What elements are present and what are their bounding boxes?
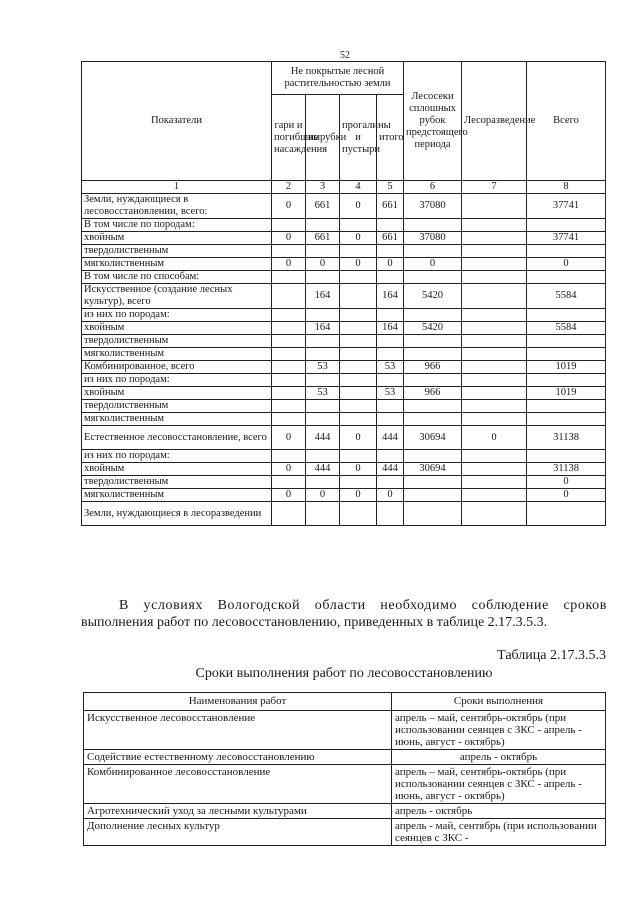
- table-cell: [306, 271, 340, 284]
- table-cell: 0: [340, 489, 377, 502]
- table-cell: [340, 322, 377, 335]
- table-row: [82, 361, 606, 374]
- row-label: хвойным: [82, 232, 272, 245]
- table-cell: 0: [340, 258, 377, 271]
- table-cell: [340, 400, 377, 413]
- table-row: [82, 489, 606, 502]
- table-cell: [272, 322, 306, 335]
- table-cell: [272, 413, 306, 426]
- table-row: [82, 476, 606, 489]
- table-cell: [272, 284, 306, 309]
- table-cell: [377, 335, 404, 348]
- table-cell: [377, 348, 404, 361]
- table-row: [82, 335, 606, 348]
- header-group-not-covered: Не покрытые лесной растительностью земли: [272, 62, 404, 95]
- table-cell: [404, 309, 462, 322]
- table-row: [82, 194, 606, 219]
- table-cell: [462, 450, 527, 463]
- row-label: Земли, нуждающиеся в лесовосстановлении, всего:: [82, 194, 272, 219]
- row-label: твердолиственным: [82, 245, 272, 258]
- table-cell: [340, 387, 377, 400]
- row-label: В том числе по способам:: [82, 271, 272, 284]
- table-cell: [272, 361, 306, 374]
- table-cell: 0: [272, 258, 306, 271]
- table-row: [82, 284, 606, 309]
- table-cell: 661: [306, 194, 340, 219]
- table-row: [84, 765, 606, 804]
- table-cell: 0: [306, 489, 340, 502]
- header-indicators: Показатели: [82, 62, 272, 181]
- table-cell: [462, 400, 527, 413]
- table-cell: 37741: [527, 232, 606, 245]
- table-cell: 53: [306, 361, 340, 374]
- table-cell: [272, 387, 306, 400]
- table-row: [82, 258, 606, 271]
- table-cell: [462, 322, 527, 335]
- table-cell: 5584: [527, 322, 606, 335]
- table-cell: [377, 309, 404, 322]
- table-cell: [377, 219, 404, 232]
- table-cell: [306, 309, 340, 322]
- table-cell: [404, 502, 462, 526]
- table-cell: 0: [340, 232, 377, 245]
- table-row: [82, 374, 606, 387]
- table-cell: [404, 245, 462, 258]
- table-row: [82, 387, 606, 400]
- table-cell: 53: [377, 361, 404, 374]
- table-row: [82, 426, 606, 450]
- header-burnt: гари и погибшие насаждения: [272, 95, 306, 181]
- table-cell: [404, 489, 462, 502]
- table-row: [82, 309, 606, 322]
- table-cell: 0: [527, 476, 606, 489]
- header-terms: Сроки выполнения: [392, 693, 606, 711]
- table-cell: [272, 400, 306, 413]
- table-cell: [340, 413, 377, 426]
- row-label: Комбинированное, всего: [82, 361, 272, 374]
- work-term: апрель – май, сентябрь-октябрь (при использовании сеянцев с ЗКС - апрель - июнь, август - октябрь): [392, 711, 606, 750]
- table-cell: [404, 374, 462, 387]
- row-label: Искусственное (создание лесных культур), всего: [82, 284, 272, 309]
- work-name: Агротехнический уход за лесными культурами: [84, 804, 392, 819]
- table-cell: 0: [272, 194, 306, 219]
- table-cell: [272, 476, 306, 489]
- table-cell: [462, 309, 527, 322]
- table-cell: [527, 245, 606, 258]
- table-cell: 164: [377, 284, 404, 309]
- table-cell: [377, 476, 404, 489]
- table-cell: [272, 450, 306, 463]
- table-cell: [306, 335, 340, 348]
- table-cell: [306, 219, 340, 232]
- table-cell: 0: [306, 258, 340, 271]
- table-cell: [404, 335, 462, 348]
- header-clearcut: вырубки: [306, 95, 340, 181]
- table-cell: [377, 271, 404, 284]
- table-cell: [404, 219, 462, 232]
- work-term: апрель - октябрь: [392, 750, 606, 765]
- table-cell: 444: [306, 463, 340, 476]
- table-cell: 0: [527, 489, 606, 502]
- table-cell: 37741: [527, 194, 606, 219]
- table-cell: [272, 245, 306, 258]
- table-cell: 661: [306, 232, 340, 245]
- table-cell: 0: [340, 194, 377, 219]
- table-cell: [462, 489, 527, 502]
- table-cell: [527, 271, 606, 284]
- table-cell: [527, 348, 606, 361]
- row-label: хвойным: [82, 322, 272, 335]
- header-afforestation: Лесоразведение: [462, 62, 527, 181]
- header-work-names: Наименования работ: [84, 693, 392, 711]
- table-row: [82, 271, 606, 284]
- row-label: Земли, нуждающиеся в лесоразведении: [82, 502, 272, 526]
- table-cell: 0: [272, 426, 306, 450]
- table-reference: Таблица 2.17.3.5.3: [497, 648, 606, 663]
- table-cell: [340, 361, 377, 374]
- table-cell: [462, 476, 527, 489]
- page-number: 52: [340, 50, 350, 61]
- table-cell: [527, 374, 606, 387]
- table-cell: 444: [306, 426, 340, 450]
- table-row: [82, 348, 606, 361]
- table-cell: [462, 502, 527, 526]
- table-cell: 164: [306, 284, 340, 309]
- table-row: [84, 804, 606, 819]
- column-numbers-row: [82, 181, 606, 194]
- table-cell: [306, 245, 340, 258]
- row-label: мягколиственным: [82, 258, 272, 271]
- table-cell: [527, 413, 606, 426]
- table-cell: [404, 400, 462, 413]
- work-name: Содействие естественному лесовосстановлению: [84, 750, 392, 765]
- column-number: 6: [404, 181, 462, 194]
- table-cell: [306, 400, 340, 413]
- table-cell: [340, 450, 377, 463]
- table-cell: [340, 335, 377, 348]
- table-cell: 0: [527, 258, 606, 271]
- table-cell: 5584: [527, 284, 606, 309]
- table-cell: [404, 348, 462, 361]
- reforestation-lands-table: [81, 61, 606, 526]
- table-cell: 5420: [404, 322, 462, 335]
- row-label: мягколиственным: [82, 348, 272, 361]
- table-cell: 31138: [527, 463, 606, 476]
- table-cell: 0: [340, 426, 377, 450]
- table-row: [82, 450, 606, 463]
- table-cell: 0: [377, 489, 404, 502]
- table-cell: 444: [377, 463, 404, 476]
- table-cell: [272, 309, 306, 322]
- table-cell: 164: [377, 322, 404, 335]
- table-cell: 966: [404, 361, 462, 374]
- row-label: хвойным: [82, 387, 272, 400]
- table-cell: [377, 413, 404, 426]
- table-row: [82, 463, 606, 476]
- table-cell: [462, 219, 527, 232]
- table-cell: [272, 271, 306, 284]
- table-cell: 0: [272, 463, 306, 476]
- table-cell: [527, 335, 606, 348]
- table-cell: [527, 219, 606, 232]
- table-cell: [272, 502, 306, 526]
- table-cell: 37080: [404, 232, 462, 245]
- table-cell: [462, 348, 527, 361]
- table-cell: 53: [377, 387, 404, 400]
- header-total-sub: итого: [377, 95, 404, 181]
- table-cell: [527, 502, 606, 526]
- table-cell: [272, 374, 306, 387]
- work-term: апрель - октябрь: [392, 804, 606, 819]
- column-number: 4: [340, 181, 377, 194]
- table-cell: 0: [404, 258, 462, 271]
- table-cell: [340, 374, 377, 387]
- row-label: твердолиственным: [82, 476, 272, 489]
- table-cell: [462, 284, 527, 309]
- table-cell: [462, 194, 527, 219]
- table-cell: [462, 374, 527, 387]
- row-label: твердолиственным: [82, 335, 272, 348]
- table-cell: [462, 335, 527, 348]
- table-cell: 31138: [527, 426, 606, 450]
- table-cell: [340, 476, 377, 489]
- table-cell: [527, 450, 606, 463]
- table-cell: 164: [306, 322, 340, 335]
- row-label: твердолиственным: [82, 400, 272, 413]
- table-cell: [404, 271, 462, 284]
- table-cell: 0: [340, 463, 377, 476]
- table-cell: 444: [377, 426, 404, 450]
- table-cell: [404, 476, 462, 489]
- table-cell: [527, 309, 606, 322]
- table-cell: [340, 502, 377, 526]
- table-cell: [462, 245, 527, 258]
- column-number: 1: [82, 181, 272, 194]
- table-cell: [377, 400, 404, 413]
- table-cell: [306, 413, 340, 426]
- column-number: 7: [462, 181, 527, 194]
- table-cell: 661: [377, 232, 404, 245]
- table-row: [82, 502, 606, 526]
- table-row: [82, 322, 606, 335]
- table-cell: 966: [404, 387, 462, 400]
- paragraph-line-2: выполнения работ по лесовосстановлению, приведенных в таблице 2.17.3.5.3.: [81, 615, 548, 630]
- table-cell: [377, 450, 404, 463]
- table-cell: [404, 413, 462, 426]
- table-title: Сроки выполнения работ по лесовосстановлению: [195, 666, 493, 681]
- table-cell: [462, 413, 527, 426]
- work-name: Дополнение лесных культур: [84, 819, 392, 846]
- work-term: апрель - май, сентябрь (при использовании сеянцев с ЗКС -: [392, 819, 606, 846]
- table-cell: 0: [272, 232, 306, 245]
- table-row: [82, 400, 606, 413]
- table-cell: 1019: [527, 387, 606, 400]
- table-cell: [377, 502, 404, 526]
- row-label: мягколиственным: [82, 489, 272, 502]
- row-label: из них по породам:: [82, 374, 272, 387]
- table-cell: [306, 502, 340, 526]
- table-cell: [340, 271, 377, 284]
- work-term: апрель – май, сентябрь-октябрь (при использовании сеянцев с ЗКС - апрель - июнь, август - октябрь): [392, 765, 606, 804]
- table-row: [82, 232, 606, 245]
- row-label: хвойным: [82, 463, 272, 476]
- table-cell: [377, 374, 404, 387]
- table-cell: 0: [377, 258, 404, 271]
- table-cell: [272, 348, 306, 361]
- table-cell: [340, 309, 377, 322]
- table-cell: [462, 271, 527, 284]
- table-row: [82, 413, 606, 426]
- table-cell: [462, 232, 527, 245]
- table-cell: 30694: [404, 426, 462, 450]
- row-label: из них по породам:: [82, 450, 272, 463]
- row-label: В том числе по породам:: [82, 219, 272, 232]
- table-cell: [306, 348, 340, 361]
- table-cell: 5420: [404, 284, 462, 309]
- table-cell: 53: [306, 387, 340, 400]
- table-cell: [462, 258, 527, 271]
- header-glades: прогалины и пустыри: [340, 95, 377, 181]
- table-cell: [306, 476, 340, 489]
- table-cell: [462, 387, 527, 400]
- table-cell: [272, 219, 306, 232]
- table-cell: [340, 284, 377, 309]
- column-number: 2: [272, 181, 306, 194]
- table-cell: [306, 450, 340, 463]
- work-name: Искусственное лесовосстановление: [84, 711, 392, 750]
- table-cell: [306, 374, 340, 387]
- work-name: Комбинированное лесовосстановление: [84, 765, 392, 804]
- row-label: Естественное лесовосстановление, всего: [82, 426, 272, 450]
- table-cell: [527, 400, 606, 413]
- table-cell: [340, 219, 377, 232]
- table-cell: 661: [377, 194, 404, 219]
- table-row: [84, 819, 606, 846]
- header-cutting-areas: Лесосеки сплошных рубок предстоящего периода: [404, 62, 462, 181]
- table-row: [84, 750, 606, 765]
- body-paragraph: [81, 597, 607, 631]
- table-cell: 37080: [404, 194, 462, 219]
- table-cell: 0: [272, 489, 306, 502]
- column-number: 5: [377, 181, 404, 194]
- table-row: [84, 711, 606, 750]
- table-cell: [340, 245, 377, 258]
- table-cell: [462, 361, 527, 374]
- header-all: Всего: [527, 62, 606, 181]
- table-cell: [377, 245, 404, 258]
- table-cell: 0: [462, 426, 527, 450]
- table-cell: [404, 450, 462, 463]
- table-row: [82, 219, 606, 232]
- table-cell: 30694: [404, 463, 462, 476]
- table-cell: 1019: [527, 361, 606, 374]
- column-number: 8: [527, 181, 606, 194]
- table-cell: [340, 348, 377, 361]
- reforestation-terms-table: [83, 692, 606, 846]
- table-cell: [462, 463, 527, 476]
- row-label: из них по породам:: [82, 309, 272, 322]
- table-cell: [272, 335, 306, 348]
- paragraph-line-1: В условиях Вологодской области необходимо соблюдение сроков: [119, 598, 607, 613]
- column-number: 3: [306, 181, 340, 194]
- row-label: мягколиственным: [82, 413, 272, 426]
- table-row: [82, 245, 606, 258]
